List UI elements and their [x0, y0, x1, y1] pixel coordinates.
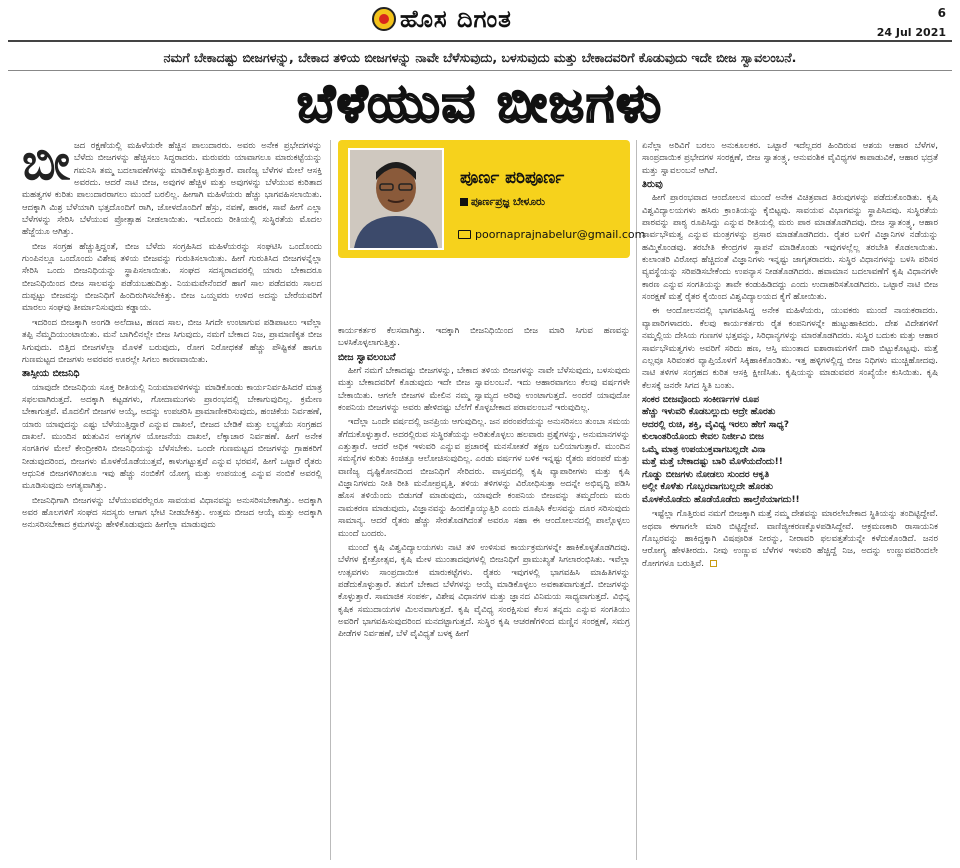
paragraph-text: ಇಷ್ಟೆಲ್ಲಾ ಗೊತ್ತಿರುವ ನಮಗೆ ಬೀಜಕ್ಕಾಗಿ ಮತ್ತೆ ನಮ್ಮ ದೇಶವನ್ನು ಮಾರಲೇಬೇಕಾದ ಸ್ಥಿತಿಯನ್ನು ತಂದಿಟ್ಟಿದ್ದೇವೆ. ಅಥವಾ ಈಗಾಗಲೇ ಮಾರಿ ಬಿಟ್ಟಿದ್ದೇವೆ. ವಾಣಿಜ್ಯೀಕರಣಕ್ಕೊಳಪಡಿಸಿದ್ದೇವೆ. ಆಕ್ರಮಣಕಾರಿ ರಾಸಾಯನಿಕ ಗೊಬ್ಬರವನ್ನು ಹಾಕಿದ್ದಕ್ಕಾಗಿ ವಿಷಪೂರಿತ ನೀರನ್ನು, ನೀರಾವರಿ ಫಲವತ್ತತೆಯನ್ನೇ ಕಳೆದುಕೊಂಡಿದೆ. ಜನರ ಆರೋಗ್ಯ ಹೇಳತೀರದು. ನೀವು ಉಣ್ಣುವ ಬೆಳೆಗಳ ಇಳುವರಿ ಹೆಚ್ಚಿದ್ದೆ ನಿಜ, ಅದನ್ನು ಉಣ್ಣುವವರಿಂದಲೇ ರೋಗಗಳೂ ಬರುತ್ತಿವೆ.	[642, 509, 938, 569]
paragraph: ಇದರಿಂದ ಬೀಜಕ್ಕಾಗಿ ಅಂಗಡಿ ಅಲೆದಾಟ, ಹಣದ ಸಾಲ, ಬೀಜ ಸಿಗದೇ ಉಂಟಾಗುವ ಪಡಿಪಾಟಲು ಇವೆಲ್ಲಾ ತಪ್ಪಿ ನೆಮ್ಮದಿಯುಂಟಾಯಿತು. ಮನೆ ಬಾಗಿಲಿನಲ್ಲೇ ಬೀಜ ಸಿಗುವುದು, ನಮಗೆ ಬೇಕಾದ ನಿಜ, ಪ್ರಾಮಾಣಿಕೃತ ಬೀಜ ಸಿಗುವುದು. ಬಿತ್ತಿದ ಬೀಜಗಳೆಲ್ಲಾ ಮೊಳಕೆ ಬರುವುದು, ರೋಗ ನಿರೋಧಕತೆ ಹೆಚ್ಚು ಪೌಷ್ಟಿಕತೆ ಹಾಗೂ ಗುಣಮಟ್ಟದ ಬೀಜಗಳು ಅವರವರ ಊರಲ್ಲೇ ಸಿಗಲು ಕಾರಣವಾಯಿತು.	[22, 317, 322, 365]
newspaper-logo	[372, 4, 512, 34]
paragraph: ಹೀಗೆ ಪ್ರಾರಂಭವಾದ ಆಂದೋಲನ ಮುಂದೆ ಅನೇಕ ವಿಚಿತ್ರವಾದ ತಿರುವುಗಳನ್ನು ಪಡೆದುಕೊಂಡಿತು. ಕೃಷಿ ವಿಶ್ವವಿದ್ಯಾಲಯಗಳು ಹಸಿರು ಕ್ರಾಂತಿಯನ್ನು ಕೈಬಿಟ್ಟವು. ಸಾವಯವ ವಿಭಾಗವನ್ನು ಸ್ಥಾಪಿಸಿದವು. ಸುಸ್ಥಿರತೆಯ ಪಾಠವನ್ನು ಪಾಠ್ಯ ರೂಪಿಸಿದ್ದು ಎನ್ನುವ ರೀತಿಯಲ್ಲಿ ಮರು ಪಾಠ ಮಾಡತೊಡಗಿದವು. ಬೀಜ ಸ್ವಾತಂತ್ರ್ಯ, ಆಹಾರ ಸಾರ್ವಭೌಮತ್ವ ಎನ್ನುವ ಮಂತ್ರಗಳನ್ನು ಪ್ರಸಾರ ಮಾಡತೊಡಗಿದರು. ರೈತರ ಬಳಿಗೆ ವಿಜ್ಞಾನಿಗಳ ನಡೆಯನ್ನು ಹಮ್ಮಿಕೊಂಡವು. ತರಬೇತಿ ಕೇಂದ್ರಗಳ ಸ್ಥಾಪನೆ ಮಾಡಿಕೊಂಡು ಇವುಗಳಲ್ಲೆಲ್ಲ ತರಬೇತಿ ಕೊಡಲಾಯಿತು. ಕುಲಾಂತರಿ ವಿರೋಧ ಹೆಚ್ಚಿದಂತೆ ವಿಜ್ಞಾನಿಗಳು ಇನ್ನಷ್ಟು ಜಾಗೃತರಾದರು. ಸುಸ್ಥಿರ ವಿಧಾನಗಳನ್ನು ಬಳಸಿ ಪರಿಸರ ವ್ಯವಸ್ಥೆಯನ್ನು ಸರಿಪಡಿಸಬೇಕೆಂದು ಉಪನ್ಯಾಸ ನೀಡತೊಡಗಿದರು. ಹವಾಮಾನ ಬದಲಾವಣೆಗೆ ಕೃಷಿ ವಿಧಾನಗಳೇ ಕಾರಣ ಎನ್ನುವ ಸಂಗತಿಯನ್ನು ತಾವೇ ಕಂಡುಹಿಡಿದದ್ದು ಎಂದು ಉದಾಹರಿಸತೊಡಗಿದರು. ಒಟ್ಟಾರೆ ನಾಟಿ ಬೀಜ ಸಂರಕ್ಷಣೆ ಮತ್ತೆ ರೈತರ ಕೈಯಿಂದ ವಿಶ್ವವಿದ್ಯಾಲಯದ ಕೈಗೆ ಹೋಯಿತು.	[642, 193, 938, 303]
pen-icon	[460, 198, 468, 206]
subheading: ತಾಸ್ಸೀಯ ಬೀಜನಿಧಿ	[22, 368, 80, 380]
paragraph: ಹೀಗೆ ನಮಗೆ ಬೇಕಾದಷ್ಟು ಬೀಜಗಳನ್ನು, ಬೇಕಾದ ತಳಿಯ ಬೀಜಗಳನ್ನು ನಾವೇ ಬೆಳೆಸುವುದು, ಬಳಸುವುದು ಮತ್ತು ಬೇಕಾದವರಿಗೆ ಕೊಡುವುದು ಇದೇ ಬೀಜ ಸ್ವಾವಲಂಬನೆ. ಇದು ಆಹಾರವಾಗಲು ಕೆಲವು ವರ್ಷಗಳೇ ಬೇಕಾಯಿತು. ಆಗಲೇ ಬೀಜಗಳ ಮೇಲಿನ ನಮ್ಮ ಸ್ವಾಮ್ಯದ ಅರಿವು ಉಂಟಾಗುತ್ತದೆ. ಅಂದರೆ ಯಾವುದೋ ಕಂಪನಿಯ ಬೀಜಗಳನ್ನು ಅವರು ಹೇಳಿದಷ್ಟು ಬೆಲೆಗೆ ಕೊಳ್ಳಬೇಕಾದ ಪರಾವಲಂಬನೆ ಇರುವುದಿಲ್ಲ.	[338, 366, 630, 414]
article-column-3	[642, 140, 938, 860]
paragraph: ಈ ಆಂದೋಲನದಲ್ಲಿ ಭಾಗವಹಿಸಿದ್ದ ಅನೇಕ ಮಹಿಳೆಯರು, ಯುವಕರು ಮುಂದೆ ನಾಯಕರಾದರು. ವ್ಯಾಪಾರಿಗಳಾದರು. ಕೆಲವು ಕಾರ್ಯಕರ್ತರು ರೈತ ಕಂಪನಿಗಳನ್ನೇ ಹುಟ್ಟುಹಾಕಿದರು. ದೇಶ ವಿದೇಶಗಳಿಗೆ ನಮ್ಮಲ್ಲಿಯ ದೇಸಿಯ ಗುಣಗಳ ಭತ್ತವನ್ನು, ಸಿರಿಧಾನ್ಯಗಳನ್ನು ಮಾರತೊಡಗಿದರು. ಸುಸ್ಥಿರ ಬದುಕು ಮತ್ತು ಆಹಾರ ಸಾರ್ವಭೌಮತ್ವಗಳು ಅವರಿಗೆ ಸರಿದು ಹಣ, ಆಸ್ತಿ ಮುಂತಾದ ಐಶಾರಾಮಗಳಿಗೆ ದಾರಿ ಬಿಟ್ಟುಕೊಟ್ಟವು. ಮತ್ತೆ ಎಲ್ಲವೂ ಸಿರಿವಂತರ ವ್ಯಾಪ್ತಿಯೊಳಗೆ ಸಿಕ್ಕಿಹಾಕಿಕೊಂಡಿತು. ಇತ್ತ ಹಳ್ಳಿಗಳಲ್ಲಿದ್ದ ಬೀಜ ನಿಧಿಗಳು ಮುಚ್ಚಿಹೋದವು. ನಾಟಿ ತಳಿಗಳ ಸಂಗ್ರಹದ ಕುರಿತ ಆಸಕ್ತಿ ಕ್ಷೀಣಿಸಿತು. ಕೃಷಿಯನ್ನು ಮಾಡುವವರ ಸಂಖ್ಯೆಯೇ ಕುಸಿಯಿತು. ಕೃಷಿ ಕೆಲಸಕ್ಕೆ ಜನರೇ ಸಿಗದ ಸ್ಥಿತಿ ಬಂತು.	[642, 306, 938, 391]
column-divider	[330, 140, 331, 860]
paragraph: ಬೀಜ ಸಂಗ್ರಹ ಹೆಚ್ಚುತ್ತಿದ್ದಂತೆ, ಬೀಜ ಬೆಳೆದು ಸಂಗ್ರಹಿಸಿದ ಮಹಿಳೆಯರನ್ನು ಸಂಘಟಿಸಿ ಒಂದೊಂದು ಗುಂಪಿನಲ್ಲೂ ಒಂದೊಂದು ವಿಶೇಷ ತಳಿಯ ಬೀಜವನ್ನು ಗುರುತಿಸಲಾಯಿತು. ಹೀಗೆ ಗುರುತಿಸಿದ ಬೀಜಗಳನ್ನೆಲ್ಲಾ ಸೇರಿಸಿ ಒಂದು ಬೀಜನಿಧಿಯನ್ನು ಸ್ಥಾಪಿಸಲಾಯಿತು. ಸಂಘದ ಸದಸ್ಯರಾದವರಲ್ಲಿ ಯಾರು ಬೇಕಾದರೂ ಬೀಜನಿಧಿಯಿಂದ ಬೀಜ ಸಾಲವನ್ನು ಪಡೆಯಬಹುದಿತ್ತು. ನಿಯಮವೇನೆಂದರೆ ಹಾಗೆ ಸಾಲ ಪಡೆದವರು ಸಾಲದ ದುಪ್ಪಟ್ಟು ಬೀಜವನ್ನು ಬೀಜನಿಧಿಗೆ ಹಿಂದಿರುಗಿಸಬೇಕಿತ್ತು. ಬೀಜ ಒಯ್ದವರು ಉಳಿದ ಅದನ್ನು ಬೇರೆಯವರಿಗೆ ಮಾರಲು ಸಂಘವು ತೀರ್ಮಾನಿಸುವುದು ಕಡ್ಡಾಯ.	[22, 241, 322, 314]
poem-line: ಒಮ್ಮೆ ಮಾತ್ರ ಉಪಯುಕ್ತವಾಗಬಲ್ಲದೇ ವಿನಾ	[642, 444, 766, 455]
envelope-icon	[458, 230, 471, 239]
article-tagline: ನಮಗೆ ಬೇಕಾದಷ್ಟು ಬೀಜಗಳನ್ನು, ಬೇಕಾದ ತಳಿಯ ಬೀಜಗಳನ್ನು ನಾವೇ ಬೆಳೆಸುವುದು, ಬಳಸುವುದು ಮತ್ತು ಬೇಕಾದವರಿಗೆ ಕೊಡುವುದು ಇದೇ ಬೀಜ ಸ್ವಾವಲಂಬನೆ.	[163, 50, 797, 65]
column-divider	[636, 140, 637, 860]
paragraph: ಮುಂದೆ ಕೃಷಿ ವಿಶ್ವವಿದ್ಯಾಲಯಗಳು ನಾಟಿ ತಳಿ ಉಳಿಸುವ ಕಾರ್ಯಕ್ರಮಗಳನ್ನೇ ಹಾಕಿಕೊಳ್ಳತೊಡಗಿದವು. ಬೆಳೆಗಳ ಕ್ಷೇತ್ರೋತ್ಸವ, ಕೃಷಿ ಮೇಳ ಮುಂತಾದವುಗಳಲ್ಲಿ ಬೀಜನಿಧಿಗೆ ಪ್ರಾಮುಖ್ಯತೆ ಸಿಗಲಾರಂಭಿಸಿತು. ಇವೆಲ್ಲಾ ಉತ್ಸವಗಳು ಸಾಂಪ್ರದಾಯಿಕ ಮಾರುಕಟ್ಟೆಗಳು. ರೈತರು ಇವುಗಳಲ್ಲಿ ಭಾಗವಹಿಸಿ ಮಾಹಿತಿಗಳನ್ನು ಪಡೆದುಕೊಳ್ಳುತ್ತಾರೆ. ತಮಗೆ ಬೇಕಾದ ಬೆಳೆಗಳನ್ನು ಆಯ್ಕೆ ಮಾಡಿಕೊಳ್ಳಲು ಅವಕಾಶವಾಗುತ್ತದೆ. ಬೀಜಗಳನ್ನು ಕೊಳ್ಳುತ್ತಾರೆ. ಸಾಮಾಜಿಕ ಸಂಪರ್ಕ, ವಿಶೇಷ ವಿಧಾನಗಳ ಮತ್ತು ಜ್ಞಾನದ ವಿನಿಮಯ ಸಾಧ್ಯವಾಗುತ್ತದೆ. ವಿಭಿನ್ನ ಕೃಷಿಕ ಸಮುದಾಯಗಳ ಮಿಲನವಾಗುತ್ತದೆ. ಕೃಷಿ ವೈವಿಧ್ಯ ಸಂರಕ್ಷಿಸುವ ಕೆಲಸ ತನ್ನದು ಎನ್ನುವ ಸಂಗತಿಯು ಅವರಿಗೆ ಭಾಗವಹಿಸುವುದರಿಂದ ಮನದಟ್ಟಾಗುತ್ತದೆ. ಸುಸ್ಥಿರ ಕೃಷಿ ಆಚರಣೆಗಳಿಂದ ಮಣ್ಣಿನ ಸಂರಕ್ಷಣೆ, ಸಮಗ್ರ ಪೀಡೆಗಳ ನಿರ್ವಹಣೆ, ಬೆಳೆ ವೈವಿಧ್ಯತೆ ಬಳಕ್ಕ ಹೀಗೆ	[338, 542, 630, 640]
poem-line: ಗೊಡ್ಡು ಬೀಜಗಳು ನೋಡಲು ಸುಂದರ ಆಕೃತಿ	[642, 469, 770, 480]
paragraph: ಇದೆಲ್ಲಾ ಒಂದೇ ವರ್ಷದಲ್ಲಿ ಜನಪ್ರಿಯ ಆಗುವುದಿಲ್ಲ. ಜನ ಪರಂಪರೆಯನ್ನು ಅನುಸರಿಸಲು ತುಂಬಾ ಸಮಯ ತೆಗೆದುಕೊಳ್ಳುತ್ತಾರೆ. ಅದರಲ್ಲಿರುವ ಸುಸ್ಥಿರತೆಯನ್ನು ಅರಿತುಕೊಳ್ಳಲು ಹಲವಾರು ಪ್ರಶ್ನೆಗಳನ್ನು, ಅನುಮಾನಗಳನ್ನು ಎತ್ತುತ್ತಾರೆ. ಆದರೆ ಅಧಿಕ ಇಳುವರಿ ಎನ್ನುವ ಪ್ರಚಾರಕ್ಕೆ ಮನಸೋತರೆ ತಕ್ಷಣ ಬಲಿಯಾಗುತ್ತಾರೆ. ಮುಂದಿನ ಸಮಸ್ಯೆಗಳ ಕುರಿತು ಕಿಂಚಿತ್ತೂ ಆಲೋಚಿಸುವುದಿಲ್ಲ. ಎರಡು ವರ್ಷಗಳ ಬಳಿಕ ಇನ್ನಷ್ಟು ರೈತರು ಪರಂಪರೆ ಮತ್ತು ವಾಣಿಜ್ಯ ದೃಷ್ಟಿಕೋನದಿಂದ ಬೀಜನಿಧಿಗೆ ಸೇರಿದರು. ವಾಸ್ತವದಲ್ಲಿ ಕೃಷಿ ವ್ಯಾಪಾರೀಗಳು ಮತ್ತು ಕೃಷಿ ವಿಜ್ಞಾನಿಗಳದು ನೀತಿ ರೀತಿ ಮನೋಪ್ರವೃತ್ತಿ. ತಳಿಯ ತಳಿಗಳನ್ನು ವಿರೋಧಿಸುತ್ತಾ ಅದನ್ನೇ ಅಭಿವೃದ್ಧಿ ಪಡಿಸಿ ಹೊಸ ತಳಿಯೆಂದು ಬಿಡುಗಡೆ ಮಾಡುವುದು, ಯಾವುದೇ ಕಂಪನಿಯ ಬೀಜವನ್ನು ತಮ್ಮದೆಂದು ಮರು ನಾಮಕರಣ ಮಾಡುವುದು, ವಿಜ್ಞಾನವನ್ನು ಹಿಂದಕ್ಕೊಯ್ಯುತ್ತಿರಿ ಎಂದು ದೂಷಿಸಿ ಕೆಲಸವನ್ನು ದೂರ ಸರಿಸುವುದು ಸಾಮಾನ್ಯ. ಆದರೆ ರೈತರು ಹೆಚ್ಚು ಸೇರತೊಡಗಿದಂತೆ ಅವರೂ ಸಹಾ ಈ ಆಂದೋಲನದಲ್ಲಿ ಪಾಲ್ಗೊಳ್ಳಲು ಮುಂದೆ ಬಂದರು.	[338, 417, 630, 539]
paragraph: ಏನೆಲ್ಲಾ ಅರಿವಿಗೆ ಬರಲು ಅನುಕೂಲಕರ. ಒಟ್ಟಾರೆ ಇದೆಲ್ಲದರ ಹಿಂದಿರುವ ಆಶಯ ಆಹಾರ ಬೆಳೆಗಳ, ಸಾಂಪ್ರದಾಯಿಕ ಪ್ರಭೇದಗಳ ಸಂರಕ್ಷಣೆ, ಬೀಜ ಸ್ವಾತಂತ್ರ್ಯ, ಆನುವಂಶಿಕ ವೈವಿಧ್ಯಗಳ ಕಾಪಾಡುವಿಕೆ, ಆಹಾರ ಭದ್ರತೆ ಮತ್ತು ಸ್ವಾವಲಂಬನೆ ಆಗಿದೆ.	[642, 141, 938, 176]
author-card	[338, 140, 646, 258]
subheading: ತಿರುವು	[642, 179, 663, 191]
poem-line: ಅಲ್ಲೀ ಕೊಳೆತು ಗೊಬ್ಬರವಾಗಬಲ್ಲದೇ ಹೊರತು	[642, 482, 773, 493]
logo-text: ಹೊಸ ದಿಗಂತ	[400, 5, 512, 33]
drop-cap: ಬೀ	[22, 140, 70, 191]
paragraph: ಜದ ರಕ್ಷಣೆಯಲ್ಲಿ ಮಹಿಳೆಯರೇ ಹೆಚ್ಚಿನ ಪಾಲುದಾರರು. ಅವರು ಅನೇಕ ಪ್ರಭೇದಗಳನ್ನು ಬೆಳೆದು ಬೀಜಗಳನ್ನು ಹೆಚ್ಚಿಸಲು ಸಿದ್ಧರಾದರು. ಮರುವರು ಯಾವಾಗಲೂ ಮಾರುಕಟ್ಟೆಯನ್ನು ಗಮನಿಸಿ ತಮ್ಮ ಬದಲಾವಣೆಗಳನ್ನು ಮಾಡಿಕೊಳ್ಳುತ್ತಿರುತ್ತಾರೆ. ವಾಣಿಜ್ಯ ಬೆಳೆಗಳ ಮೇಲೆ ಆಸಕ್ತಿ ಅವರದು. ಆದರೆ ನಾಟಿ ಬೀಜ, ಅವುಗಳ ಹೆಚ್ಚಿಳ ಮತ್ತು ಅವುಗಳನ್ನು ಬೆಳೆಯುವ ಕುರಿತಾದ ಮಹತ್ವಗಳ ಕುರಿತು ಪಾಲುದಾರರಾಗಲು ಮುಂದೆ ಬರಲಿಲ್ಲ. ಹೀಗಾಗಿ ಮಹಿಳೆಯರು ಹೆಚ್ಚು ಭಾಗವಹಿಸಲಾಯಿತು. ಆದಕ್ಕಾಗಿ ಮಿಶ್ರ ಬೆಳೆಯಾಗಿ ಭತ್ತದೊಂದಿಗೆ ರಾಗಿ, ಜೋಳದೊಂದಿಗೆ ಹೆಸ್ರು, ನವಣೆ, ಹಾರಕ, ಸಾವೆ ಹೀಗೆ ಎಲ್ಲಾ ಬೆಳೆಗಳನ್ನು ಸೇರಿಸಿ ಬೆಳೆಯುವ ಪ್ರೋತ್ಸಾಹ ನೀಡಲಾಯಿತು. ಇದೊಂದು ರೀತಿಯಲ್ಲಿ ಸುಸ್ಥಿರತೆಯ ಮೊದಲ ಹೆಜ್ಜೆಯೂ ಆಗಿತ್ತು.	[22, 141, 322, 238]
author-byline	[460, 196, 545, 209]
tagline-divider	[8, 70, 952, 71]
sun-logo-icon	[372, 7, 396, 31]
article-headline: ಬೆಳೆಯುವ ಬೀಜಗಳು	[297, 73, 663, 134]
author-photo	[348, 148, 444, 250]
issue-date: 24 Jul 2021	[876, 26, 946, 39]
author-name: ಪೂರ್ಣಪ್ರಜ್ಞ ಬೇಳೂರು	[471, 196, 545, 208]
paragraph: ಯಾವುದೇ ಬೀಜನಿಧಿಯ ಸೂಕ್ತ ರೀತಿಯಲ್ಲಿ ನಿಯಮಾವಳಿಗಳನ್ನು ಮಾಡಿಕೊಂಡು ಕಾರ್ಯನಿರ್ವಹಿಸಿದರೆ ಮಾತ್ರ ಸಫಲವಾಗಿರುತ್ತದೆ. ಅದಕ್ಕಾಗಿ ಕಟ್ಟಡಗಳು, ಗೋದಾಮುಗಳು ಪ್ರಾರಂಭದಲ್ಲಿ ಬೇಕಾಗುವುದಿಲ್ಲ. ಕ್ರಮೇಣ ಬೇಕಾಗುತ್ತವೆ. ಮೊದಲಿಗೆ ಬೀಜಗಳ ಆಯ್ಕೆ, ಅದನ್ನು ಉಪಚರಿಸಿ ಪ್ರಾಮಾಣೀಕರಿಸುವುದು, ಹಂಚಿಕೆಯ ನಿರ್ವಹಣೆ, ಯಾರು ಯಾವುದನ್ನು ಎಷ್ಟು ಬೆಳೆಯುತ್ತಿದ್ದಾರೆ ಎನ್ನುವ ದಾಖಲೆ, ಬೀಜದ ಬೇಡಿಕೆ ಮತ್ತು ಲಭ್ಯತೆಯ ಸಂಗ್ರಹದ ದಾಖಲೆ. ಮುಂದಿನ ಋತುವಿನ ಅಗತ್ಯಗಳ ಯೋಜನೆಯ ದಾಖಲೆ, ಲೆಕ್ಕಾಚಾರ ನಿರ್ವಹಣೆ. ಹೀಗೆ ಅನೇಕ ಸಂಗತಿಗಳ ಮೇಲೆ ಕೇಂದ್ರೀಕರಿಸಿ ಬೀಜನಿಧಿಯನ್ನು ಬೆಳೆಸಬೇಕು. ಒಂದೇ ಗುಣಮಟ್ಟದ ಬೀಜಗಳನ್ನು ಗ್ರಾಹಕರಿಗೆ ನೀಡುವುದರಿಂದ, ಬೀಜಗಳು ಮೊಳಕೆಯೊಡೆಯುತ್ತವೆ, ಕಾಳುಗಟ್ಟುತ್ತವೆ ಎನ್ನುವ ಭರವಸೆ, ಹೀಗೆ ಒಟ್ಟಾರೆ ರೈತರು ಆಧುನಿಕ ಬೀಜಗಳಿಗಿಂತಲೂ ಇವು ಹೆಚ್ಚು ನಂಬಿಕೆಗೆ ಯೋಗ್ಯ ಮತ್ತು ಉಪಯುಕ್ತ ಎನ್ನುವ ನಂಬಿಕೆ ಅವರಲ್ಲಿ ಮೂಡಿಸುವುದು ಅಗತ್ಯವಾಗಿತ್ತು.	[22, 382, 322, 492]
paragraph: ಬೀಜನಿಧಿಗಾಗಿ ಬೀಜಗಳನ್ನು ಬೆಳೆಯುವವರೆಲ್ಲರೂ ಸಾವಯವ ವಿಧಾನವನ್ನು ಅನುಸರಿಸಬೇಕಾಗಿತ್ತು. ಅದಕ್ಕಾಗಿ ಅವರ ಹೊಲಗಳಿಗೆ ಸಂಘದ ಸದಸ್ಯರು ಆಗಾಗ ಭೇಟಿ ನೀಡಬೇಕಿತ್ತು. ಉತ್ತಮ ಬೀಜದ ಆಯ್ಕೆ ಮತ್ತು ಅದಕ್ಕಾಗಿ ಅನುಸರಿಸಬೇಕಾದ ಕ್ರಮಗಳನ್ನು ಹೇಳಿಕೊಡುವುದು ಹೀಗೆಲ್ಲಾ ಮಾಡುವುದು	[22, 495, 322, 531]
end-of-article-icon	[710, 560, 717, 567]
subheading: ಬೀಜ ಸ್ವಾವಲಂಬನೆ	[338, 351, 396, 363]
page-number: 6	[937, 6, 946, 20]
paragraph: ಕಾರ್ಯಕರ್ತರ ಕೆಲಸವಾಗಿತ್ತು. ಇದಕ್ಕಾಗಿ ಬೀಜನಿಧಿಯಿಂದ ಬೀಜ ಮಾರಿ ಸಿಗುವ ಹಣವನ್ನು ಬಳಸಿಕೊಳ್ಳಲಾಗುತ್ತಿತ್ತು.	[338, 326, 630, 349]
paragraph	[642, 508, 938, 570]
masthead-divider	[8, 40, 952, 42]
column-title: ಪೂರ್ಣ ಪರಿಪೂರ್ಣ	[460, 168, 565, 188]
article-column-2	[338, 325, 630, 860]
poem-line: ಹೆಚ್ಚು ಇಳುವರಿ ಕೊಡಬಲ್ಲುದು ಆದ್ರೇ ಹೊರತು	[642, 407, 776, 418]
poem-block	[642, 394, 938, 507]
article-column-1	[22, 140, 322, 860]
author-email[interactable]: poornaprajnabelur@gmail.com	[475, 228, 646, 241]
poem-line: ಮೊಳಕೆಯೊಡೆದು ಹೊಡೆಯೊಡೆದು ಹಾಲ್ತೆನೆಯಾಗದು!!	[642, 494, 800, 505]
poem-line: ಆದರಲ್ಲಿ ರುಚಿ, ಶಕ್ತಿ, ವೈವಿಧ್ಯ ಇರಲು ಹೇಗೆ ಸಾಧ್ಯ?	[642, 419, 790, 430]
author-email-row	[458, 228, 645, 241]
masthead	[0, 0, 960, 44]
poem-line: ಸಂಕರ ಬೀಜವೊಂದು ಸಂಕೀರ್ಣಗಳ ರೂಪ	[642, 394, 760, 405]
poem-line: ಮತ್ತೆ ಮತ್ತೆ ಬೇಕಾದಷ್ಟು ಬಾರಿ ಮೊಳೆಯದೆಂದು!!	[642, 457, 783, 468]
headline-block	[0, 74, 960, 136]
poem-line: ಕುಲಾಂತರಿಯೊಂದು ಕೇವಲ ನಿರ್ಜೀವಿ ಬೀಜ	[642, 432, 764, 443]
